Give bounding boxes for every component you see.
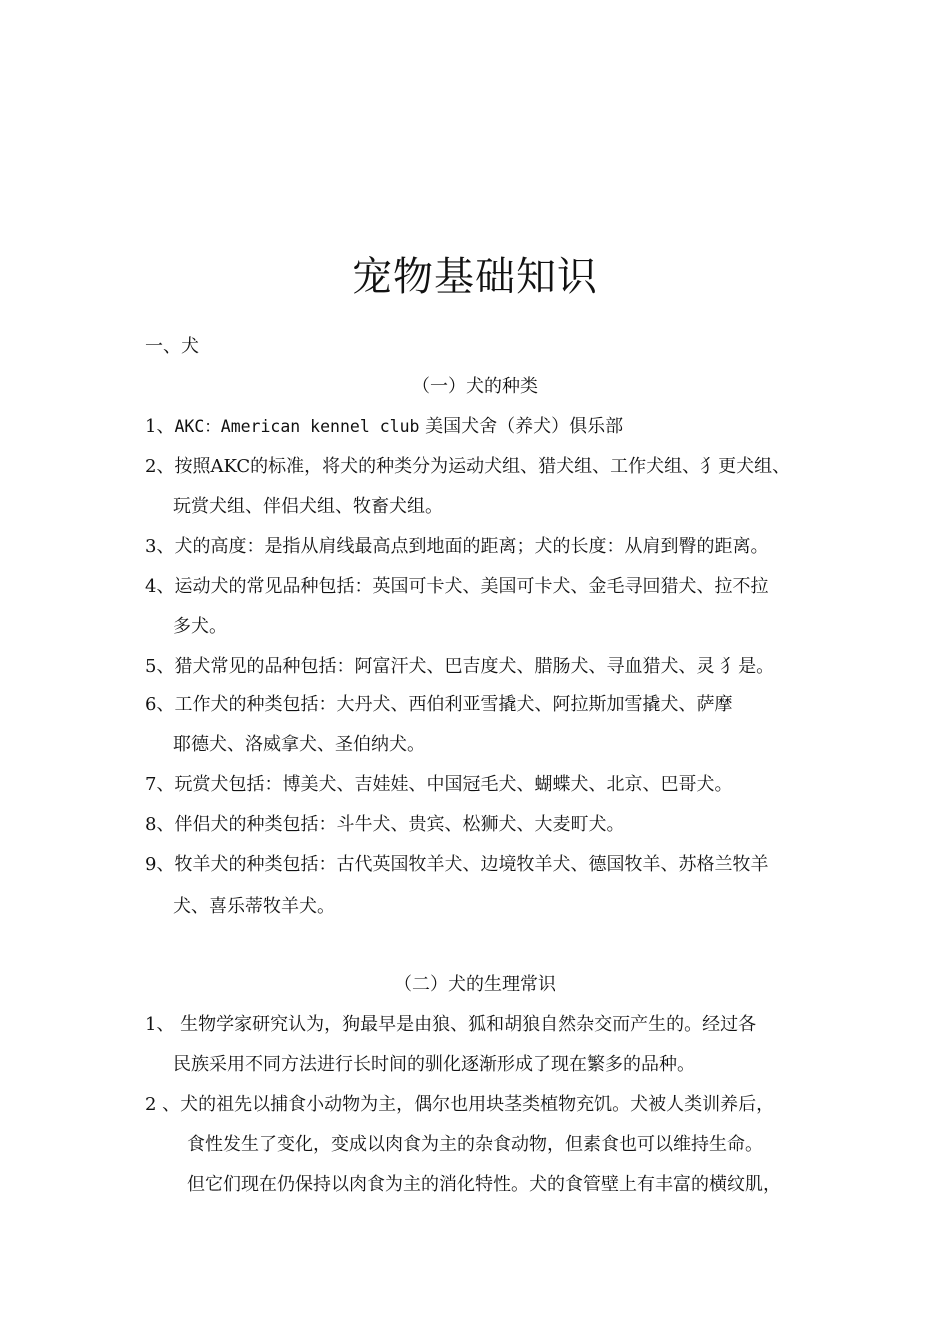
list-item-4-cont: 多犬。	[173, 616, 227, 637]
physio-item-2-cont-a: 食性发生了变化，变成以肉食为主的杂食动物，但素食也可以维持生命。	[187, 1134, 763, 1155]
list-item-2-cont: 玩赏犬组、伴侣犬组、牧畜犬组。	[173, 496, 443, 517]
physio-item-1: 1、 生物学家研究认为，狗最早是由狼、狐和胡狼自然杂交而产生的。经过各	[145, 1014, 757, 1035]
list-item-1-rest: 美国犬舍（养犬）俱乐部	[419, 416, 624, 437]
physio-item-2: 2 、犬的祖先以捕食小动物为主，偶尔也用块茎类植物充饥。犬被人类训养后，	[145, 1094, 775, 1115]
list-item-6-cont: 耶德犬、洛威拿犬、圣伯纳犬。	[173, 734, 425, 755]
list-item-9: 9、牧羊犬的种类包括：古代英国牧羊犬、边境牧羊犬、德国牧羊、苏格兰牧羊	[145, 854, 769, 875]
subsection-heading-breeds: （一）犬的种类	[412, 376, 538, 397]
list-item-1-akc: AKC：American kennel club	[174, 417, 420, 436]
list-item-8: 8、伴侣犬的种类包括：斗牛犬、贵宾、松狮犬、大麦町犬。	[145, 814, 625, 835]
list-item-4: 4、运动犬的常见品种包括：英国可卡犬、美国可卡犬、金毛寻回猎犬、拉不拉	[145, 576, 769, 597]
list-item-5: 5、猎犬常见的品种包括：阿富汗犬、巴吉度犬、腊肠犬、寻血猎犬、灵 犭是。	[145, 656, 775, 677]
list-item-7: 7、玩赏犬包括：博美犬、吉娃娃、中国冠毛犬、蝴蝶犬、北京、巴哥犬。	[145, 774, 733, 795]
list-item-1-number: 1、	[145, 416, 175, 437]
section-heading-dog: 一、犬	[145, 336, 199, 357]
subsection-heading-physiology: （二）犬的生理常识	[394, 974, 556, 995]
list-item-9-cont: 犬、喜乐蒂牧羊犬。	[173, 896, 335, 917]
list-item-2: 2、按照AKC的标准，将犬的种类分为运动犬组、猎犬组、工作犬组、犭更犬组、	[145, 456, 791, 477]
physio-item-1-cont: 民族采用不同方法进行长时间的驯化逐渐形成了现在繁多的品种。	[173, 1054, 695, 1075]
list-item-6: 6、工作犬的种类包括：大丹犬、西伯利亚雪撬犬、阿拉斯加雪撬犬、萨摩	[145, 694, 733, 715]
list-item-3: 3、犬的高度：是指从肩线最高点到地面的距离；犬的长度：从肩到臀的距离。	[145, 536, 769, 557]
document-title: 宠物基础知识	[352, 254, 598, 300]
physio-item-2-cont-b: 但它们现在仍保持以肉食为主的消化特性。犬的食管壁上有丰富的横纹肌，	[187, 1174, 781, 1195]
list-item-1	[145, 414, 813, 440]
